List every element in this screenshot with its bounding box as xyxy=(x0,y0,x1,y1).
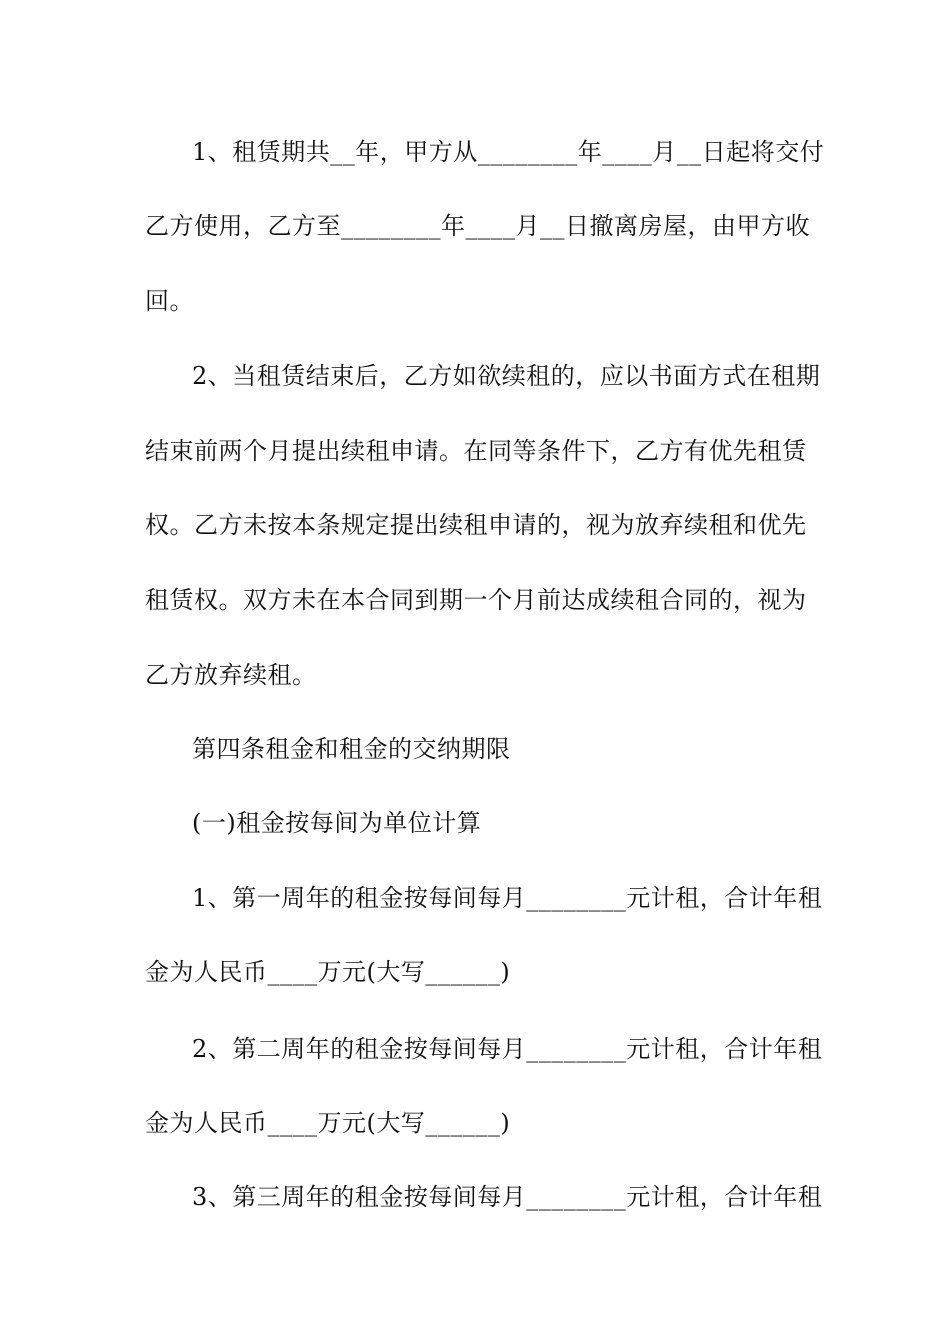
paragraph-line: 乙方使用，乙方至________年____月__日撤离房屋，由甲方收 xyxy=(145,212,810,240)
paragraph-line: 2、第二周年的租金按每间每月________元计租，合计年租 xyxy=(192,1035,823,1063)
paragraph-line: 金为人民币____万元(大写______) xyxy=(145,958,511,986)
paragraph-line: 1、租赁期共__年，甲方从________年____月__日起将交付 xyxy=(192,138,825,166)
subsection-heading: (一)租金按每间为单位计算 xyxy=(192,809,482,837)
paragraph-line: 2、当租赁结束后，乙方如欲续租的，应以书面方式在租期 xyxy=(192,362,821,390)
paragraph-line: 权。乙方未按本条规定提出续租申请的，视为放弃续租和优先 xyxy=(145,511,807,539)
paragraph-line: 乙方放弃续租。 xyxy=(145,661,317,689)
paragraph-line: 租赁权。双方未在本合同到期一个月前达成续租合同的，视为 xyxy=(145,586,807,614)
paragraph-line: 金为人民币____万元(大写______) xyxy=(145,1109,511,1137)
paragraph-line: 1、第一周年的租金按每间每月________元计租，合计年租 xyxy=(192,884,823,912)
paragraph-line: 结束前两个月提出续租申请。在同等条件下，乙方有优先租赁 xyxy=(145,437,807,465)
section-heading: 第四条租金和租金的交纳期限 xyxy=(192,735,511,763)
paragraph-line: 回。 xyxy=(145,287,194,315)
paragraph-line: 3、第三周年的租金按每间每月________元计租，合计年租 xyxy=(192,1183,823,1211)
